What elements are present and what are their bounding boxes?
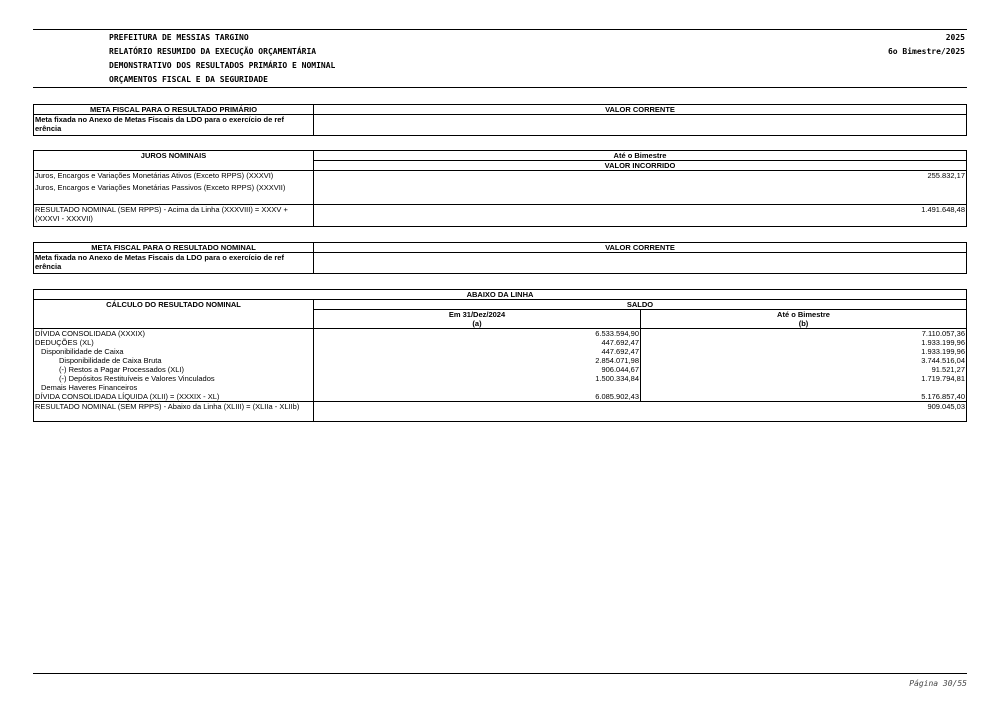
header-orcamentos: ORÇAMENTOS FISCAL E DA SEGURIDADE xyxy=(109,75,268,84)
row-value-a: 906.044,67 xyxy=(314,365,641,374)
meta-nominal-table xyxy=(33,242,967,274)
juros-ativos-value: 255.832,17 xyxy=(314,171,967,181)
row-value-a xyxy=(314,383,641,392)
row-value-b: 91.521,27 xyxy=(641,365,967,374)
row-value-b: 909.045,03 xyxy=(314,402,967,422)
row-value-b: 1.719.794,81 xyxy=(641,374,967,383)
header-report-title: RELATÓRIO RESUMIDO DA EXECUÇÃO ORÇAMENTÁRIA xyxy=(109,47,317,56)
row-label: DEDUÇÕES (XL) xyxy=(34,338,314,347)
row-value-a: 447.692,47 xyxy=(314,338,641,347)
juros-header: JUROS NOMINAIS xyxy=(34,151,314,171)
meta-nominal-header: META FISCAL PARA O RESULTADO NOMINAL xyxy=(34,243,314,253)
resultado-nominal-acima-label: RESULTADO NOMINAL (SEM RPPS) - Acima da Linha (XXXVIII) = XXXV + (XXXVI - XXXVII) xyxy=(34,204,314,226)
meta-primario-label: Meta fixada no Anexo de Metas Fiscais da LDO para o exercício de ref erência xyxy=(34,115,314,136)
juros-passivos-value xyxy=(314,180,967,204)
meta-primario-table xyxy=(33,104,967,136)
row-label: DÍVIDA CONSOLIDADA LÍQUIDA (XLII) = (XXXIX - XL) xyxy=(34,392,314,402)
row-label: Disponibilidade de Caixa Bruta xyxy=(34,356,314,365)
table-row xyxy=(34,392,967,402)
row-value-a: 447.692,47 xyxy=(314,347,641,356)
row-value-a: 1.500.334,84 xyxy=(314,374,641,383)
row-value-b xyxy=(641,383,967,392)
resultado-nominal-acima-value: 1.491.648,48 xyxy=(314,204,967,226)
row-value-b: 3.744.516,04 xyxy=(641,356,967,365)
juros-nominais-table xyxy=(33,150,967,227)
row-label: Demais Haveres Financeiros xyxy=(34,383,314,392)
juros-ativos-label: Juros, Encargos e Variações Monetárias Ativos (Exceto RPPS) (XXXVI) xyxy=(34,171,314,181)
row-value-b: 1.933.199,96 xyxy=(641,338,967,347)
row-value-a: 6.533.594,90 xyxy=(314,329,641,339)
table-row xyxy=(34,383,967,392)
juros-ate-bimestre-header: Até o Bimestre xyxy=(314,151,967,161)
table-row xyxy=(34,329,967,339)
table-row xyxy=(34,356,967,365)
header-demonstrativo: DEMONSTRATIVO DOS RESULTADOS PRIMÁRIO E NOMINAL xyxy=(109,61,336,70)
header-bottom-rule xyxy=(33,87,967,88)
juros-passivos-label: Juros, Encargos e Variações Monetárias Passivos (Exceto RPPS) (XXXVII) xyxy=(34,180,314,204)
top-rule xyxy=(33,29,967,30)
row-label: Disponibilidade de Caixa xyxy=(34,347,314,356)
juros-valor-incorrido-header: VALOR INCORRIDO xyxy=(314,161,967,171)
col-a-header xyxy=(314,310,641,329)
meta-nominal-valor-header: VALOR CORRENTE xyxy=(314,243,967,253)
row-value-b: 7.110.057,36 xyxy=(641,329,967,339)
header-year: 2025 xyxy=(945,33,965,42)
row-value-b: 5.176.857,40 xyxy=(641,392,967,402)
table-row xyxy=(34,338,967,347)
saldo-header: SALDO xyxy=(314,300,967,310)
row-value-a: 6.085.902,43 xyxy=(314,392,641,402)
page-number: Página 30/55 xyxy=(909,679,967,688)
meta-primario-header: META FISCAL PARA O RESULTADO PRIMÁRIO xyxy=(34,105,314,115)
calculo-header: CÁLCULO DO RESULTADO NOMINAL xyxy=(34,300,314,329)
row-label: DÍVIDA CONSOLIDADA (XXXIX) xyxy=(34,329,314,339)
col-b-header xyxy=(641,310,967,329)
col-a-letter: (a) xyxy=(472,319,482,328)
abaixo-linha-title: ABAIXO DA LINHA xyxy=(34,290,967,300)
row-value-a: 2.854.071,98 xyxy=(314,356,641,365)
table-row xyxy=(34,402,967,422)
meta-nominal-label: Meta fixada no Anexo de Metas Fiscais da LDO para o exercício de ref erência xyxy=(34,253,314,274)
row-value-b: 1.933.199,96 xyxy=(641,347,967,356)
row-label: (-) Restos a Pagar Processados (XLI) xyxy=(34,365,314,374)
col-a-date: Em 31/Dez/2024 xyxy=(448,310,506,319)
table-row xyxy=(34,347,967,356)
meta-primario-value xyxy=(314,115,967,136)
col-b-letter: (b) xyxy=(798,319,809,328)
meta-primario-valor-header: VALOR CORRENTE xyxy=(314,105,967,115)
header-entity: PREFEITURA DE MESSIAS TARGINO xyxy=(109,33,249,42)
table-row xyxy=(34,374,967,383)
footer-rule xyxy=(33,673,967,674)
col-b-date: Até o Bimestre xyxy=(777,310,830,319)
row-label: RESULTADO NOMINAL (SEM RPPS) - Abaixo da Linha (XLIII) = (XLIIa - XLIIb) xyxy=(34,402,314,422)
header-period: 6o Bimestre/2025 xyxy=(887,47,965,56)
meta-nominal-value xyxy=(314,253,967,274)
row-label: (-) Depósitos Restituíveis e Valores Vinculados xyxy=(34,374,314,383)
table-row xyxy=(34,365,967,374)
abaixo-linha-table xyxy=(33,289,967,422)
